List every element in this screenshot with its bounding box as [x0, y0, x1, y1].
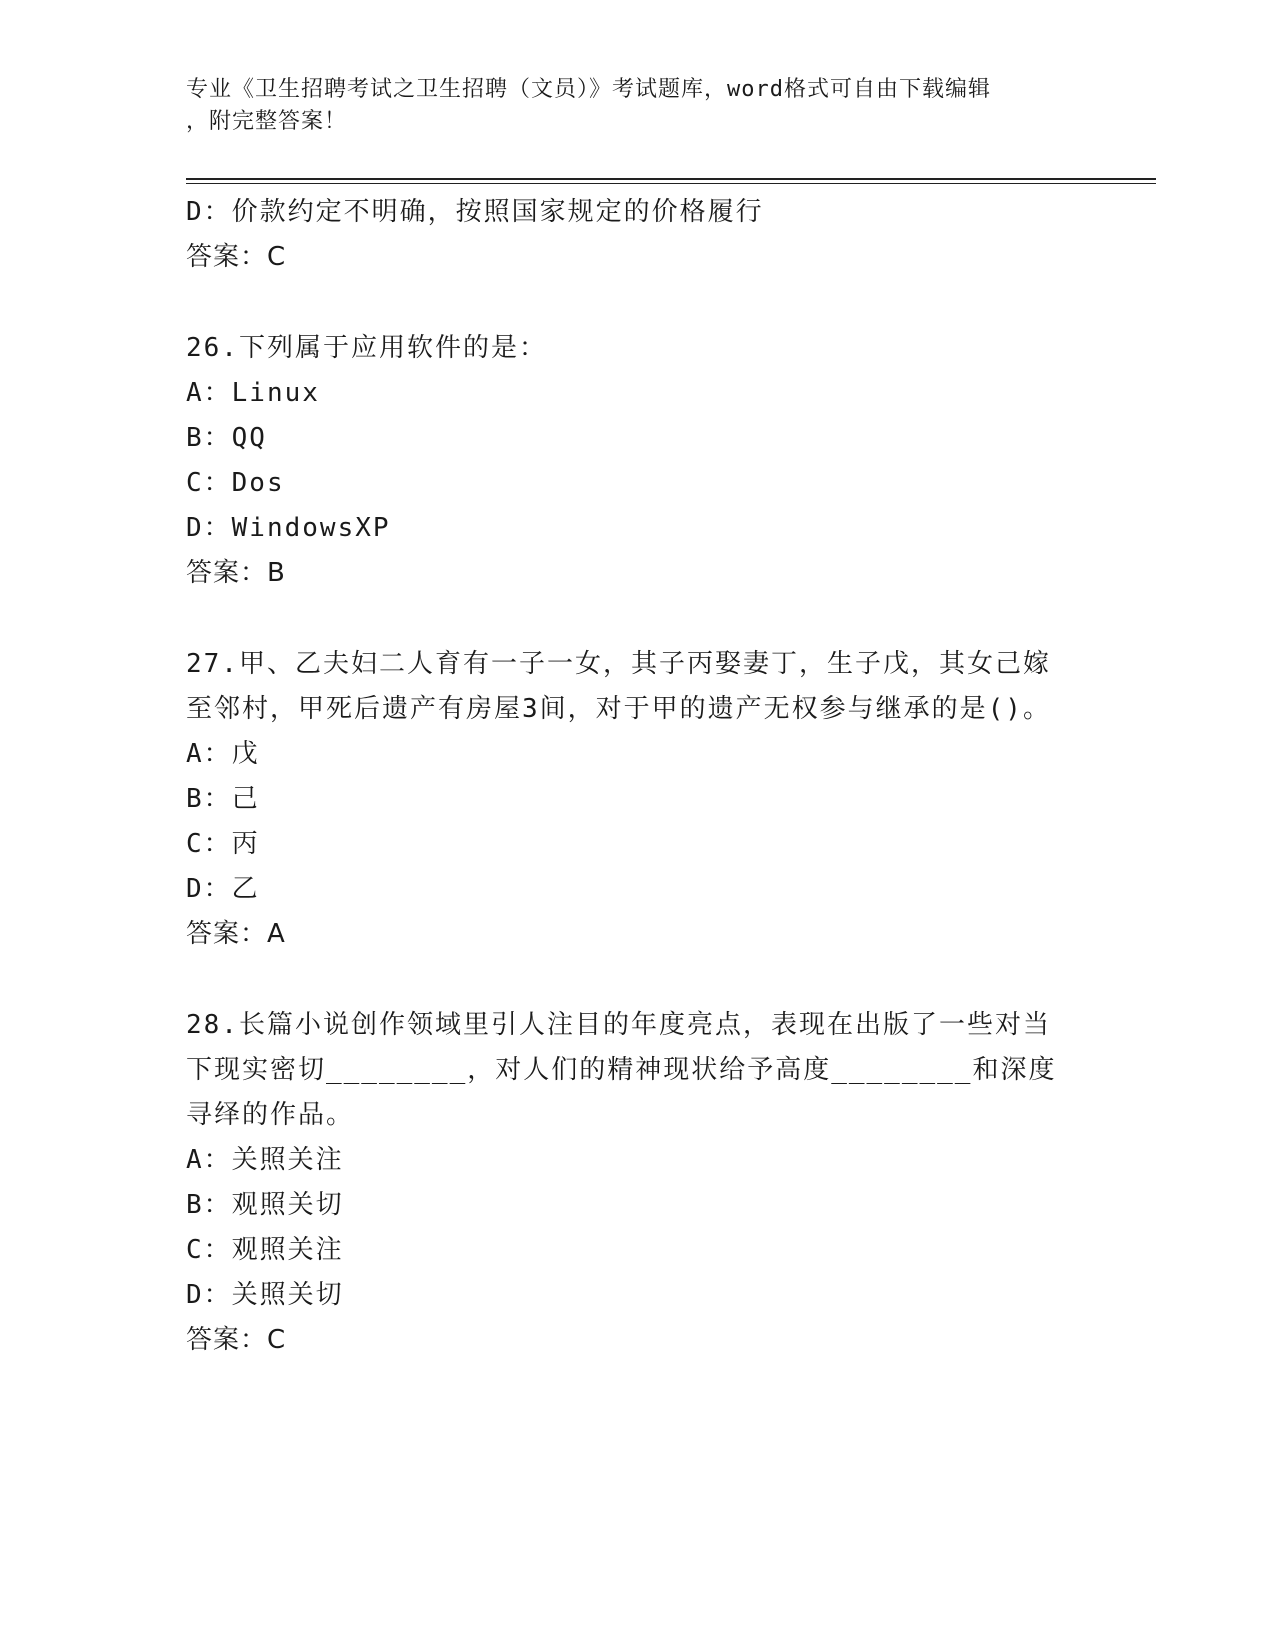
question-27 [186, 642, 1086, 957]
answer-line: 答案：C [186, 1325, 287, 1355]
header-divider-thick [186, 178, 1156, 180]
header-title-line-2: ，附完整答案！ [186, 109, 348, 134]
option-b: B：己 [186, 784, 260, 814]
question-26 [186, 326, 1086, 596]
option-a: A：Linux [186, 378, 320, 408]
question-text: 27.甲、乙夫妇二人育有一子一女，其子丙娶妻丁，生子戊，其女己嫁至邻村，甲死后遗产有房屋3间，对于甲的遗产无权参与继承的是()。 [186, 649, 1051, 724]
option-d: D：乙 [186, 874, 260, 904]
question-text: 28.长篇小说创作领域里引人注目的年度亮点，表现在出版了一些对当下现实密切________，对人们的精神现状给予高度________和深度寻绎的作品。 [186, 1010, 1057, 1130]
answer-line: 答案：B [186, 558, 286, 588]
spacer [186, 280, 1086, 326]
option-d: D：WindowsXP [186, 513, 391, 543]
option-a: A：关照关注 [186, 1145, 344, 1175]
option-b: B：观照关切 [186, 1190, 344, 1220]
header-divider-thin [186, 183, 1156, 184]
previous-question-tail [186, 190, 1086, 280]
option-b: B：QQ [186, 423, 267, 453]
option-d: D：关照关切 [186, 1280, 344, 1310]
option-c: C：丙 [186, 829, 260, 859]
question-list [186, 190, 1086, 1363]
option-c: C：Dos [186, 468, 285, 498]
answer-line: 答案：A [186, 919, 286, 949]
option-a: A：戊 [186, 739, 260, 769]
answer-line: 答案：C [186, 242, 287, 272]
spacer [186, 957, 1086, 1003]
option-c: C：观照关注 [186, 1235, 344, 1265]
header-title-line-1: 专业《卫生招聘考试之卫生招聘（文员）》考试题库，word格式可自由下载编辑 [186, 77, 991, 102]
question-28 [186, 1003, 1086, 1363]
spacer [186, 596, 1086, 642]
document-header [186, 74, 1066, 138]
option-d: D：价款约定不明确，按照国家规定的价格履行 [186, 197, 764, 227]
question-text: 26.下列属于应用软件的是： [186, 333, 547, 363]
